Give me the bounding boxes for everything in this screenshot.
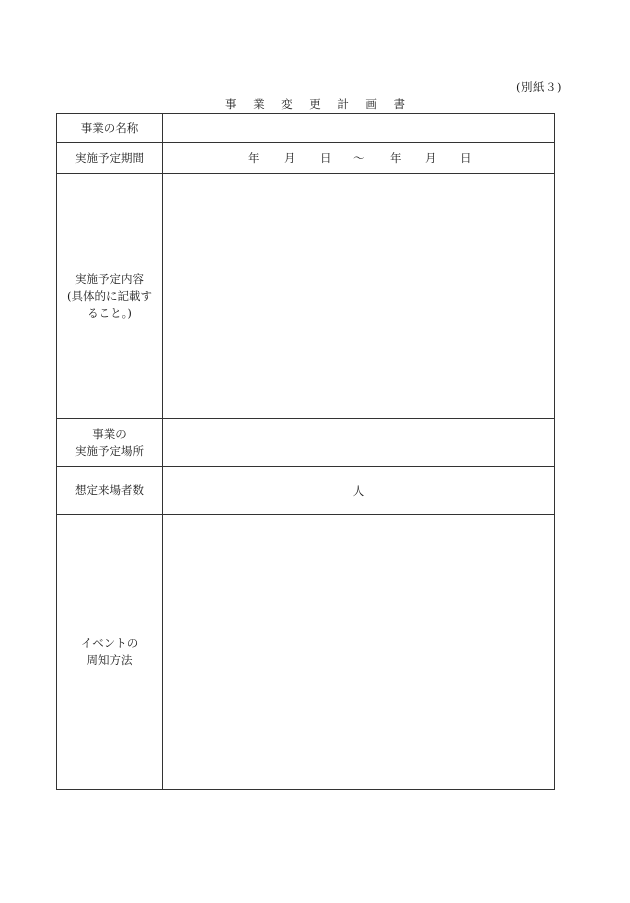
plan-change-form bbox=[56, 113, 555, 790]
end-month-unit: 月 bbox=[425, 151, 437, 165]
visitors-field[interactable] bbox=[163, 467, 555, 515]
title-char: 業 bbox=[253, 97, 265, 111]
promotion-label-line: イベントの bbox=[80, 636, 139, 650]
title-char: 事 bbox=[225, 97, 237, 111]
end-day-unit: 日 bbox=[460, 151, 472, 165]
title-char: 書 bbox=[393, 97, 405, 111]
start-month-unit: 月 bbox=[284, 151, 296, 165]
title-char: 計 bbox=[337, 97, 349, 111]
content-label bbox=[57, 174, 163, 419]
place-label-line: 実施予定場所 bbox=[75, 443, 144, 458]
promotion-label bbox=[57, 515, 163, 790]
visitors-unit: 人 bbox=[352, 483, 365, 498]
document-title bbox=[225, 96, 405, 112]
period-field[interactable] bbox=[163, 143, 555, 174]
title-char: 変 bbox=[281, 97, 293, 111]
period-label: 実施予定期間 bbox=[57, 143, 163, 174]
title-char: 画 bbox=[365, 97, 377, 111]
content-label-line: ること。) bbox=[87, 305, 132, 320]
content-label-line: 実施予定内容 bbox=[75, 271, 144, 286]
place-label bbox=[57, 419, 163, 467]
promotion-label-line: 周知方法 bbox=[86, 653, 133, 667]
place-field[interactable] bbox=[163, 419, 555, 467]
promotion-field[interactable] bbox=[163, 515, 555, 790]
title-char: 更 bbox=[309, 97, 321, 111]
content-field[interactable] bbox=[163, 174, 555, 419]
visitors-label: 想定来場者数 bbox=[57, 467, 163, 515]
project-name-label: 事業の名称 bbox=[57, 114, 163, 143]
end-year-unit: 年 bbox=[390, 151, 402, 165]
content-label-line: (具体的に記載す bbox=[67, 288, 152, 303]
annex-label: (別紙３) bbox=[516, 80, 562, 94]
range-tilde: ～ bbox=[353, 151, 365, 165]
start-year-unit: 年 bbox=[248, 151, 260, 165]
project-name-field[interactable] bbox=[163, 114, 555, 143]
start-day-unit: 日 bbox=[320, 151, 332, 165]
place-label-line: 事業の bbox=[92, 426, 127, 441]
